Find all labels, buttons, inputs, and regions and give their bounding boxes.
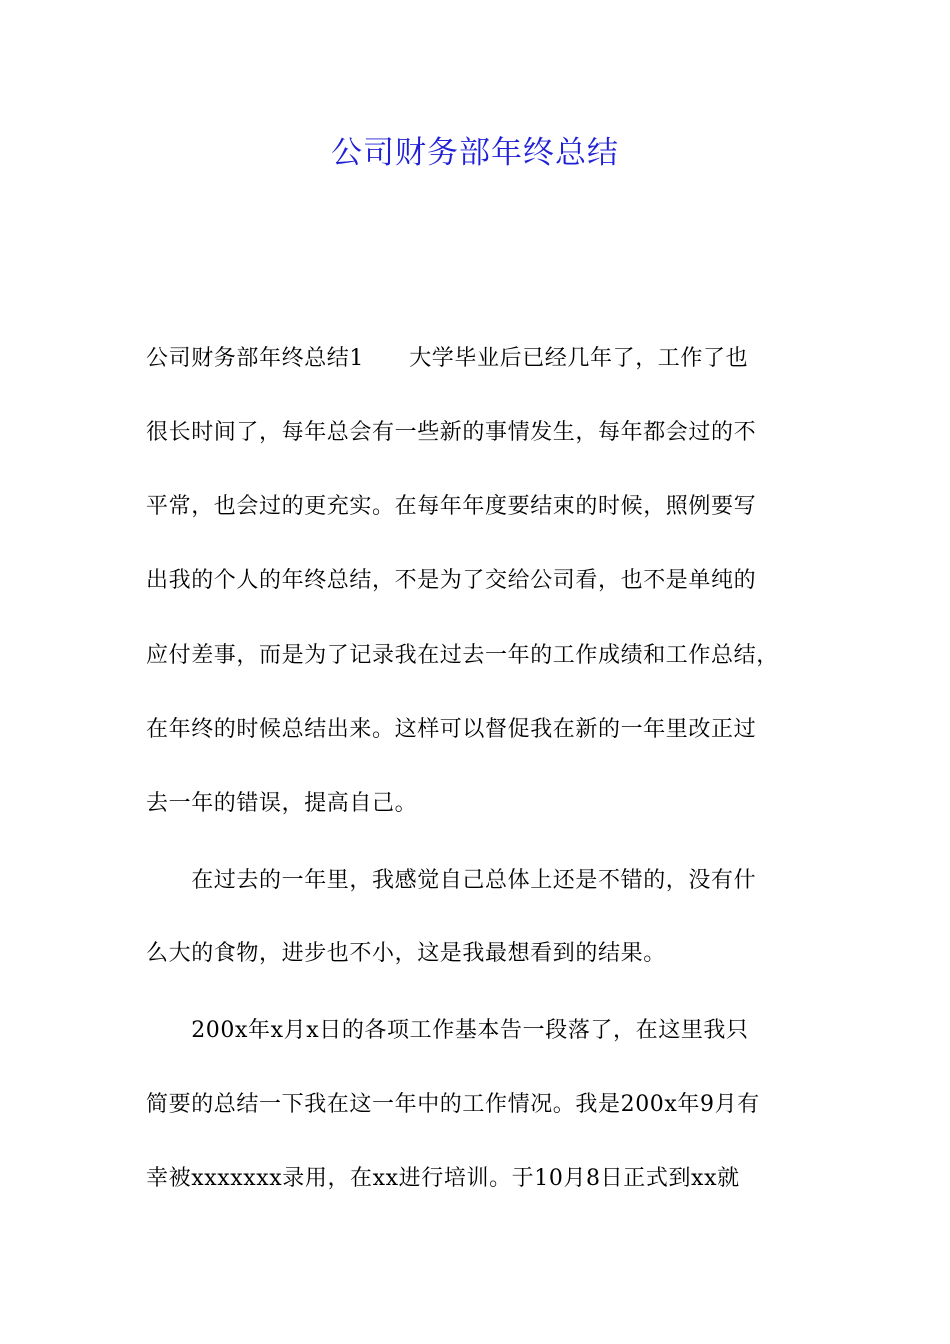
- body-line: 去一年的错误，提高自己。: [146, 791, 418, 816]
- body-line: 幸被xxxxxxx录用，在xx进行培训。于10月8日正式到xx就: [146, 1166, 740, 1191]
- body-line: 200x年x月x日的各项工作基本告一段落了，在这里我只: [146, 1018, 749, 1043]
- body-line: 简要的总结一下我在这一年中的工作情况。我是200x年9月有: [146, 1092, 760, 1117]
- body-line: 在年终的时候总结出来。这样可以督促我在新的一年里改正过: [146, 717, 757, 742]
- document-title: 公司财务部年终总结: [331, 135, 619, 171]
- body-line: 在过去的一年里，我感觉自己总体上还是不错的，没有什: [146, 868, 757, 893]
- body-line: 出我的个人的年终总结，不是为了交给公司看，也不是单纯的: [146, 568, 757, 593]
- body-line: 应付差事，而是为了记录我在过去一年的工作成绩和工作总结，: [146, 643, 779, 668]
- body-line: 平常，也会过的更充实。在每年年度要结束的时候，照例要写: [146, 494, 757, 519]
- body-line: 公司财务部年终总结1 大学毕业后已经几年了，工作了也: [146, 346, 749, 371]
- body-line: 么大的食物，进步也不小，这是我最想看到的结果。: [146, 941, 666, 966]
- body-line: 很长时间了，每年总会有一些新的事情发生，每年都会过的不: [146, 420, 757, 445]
